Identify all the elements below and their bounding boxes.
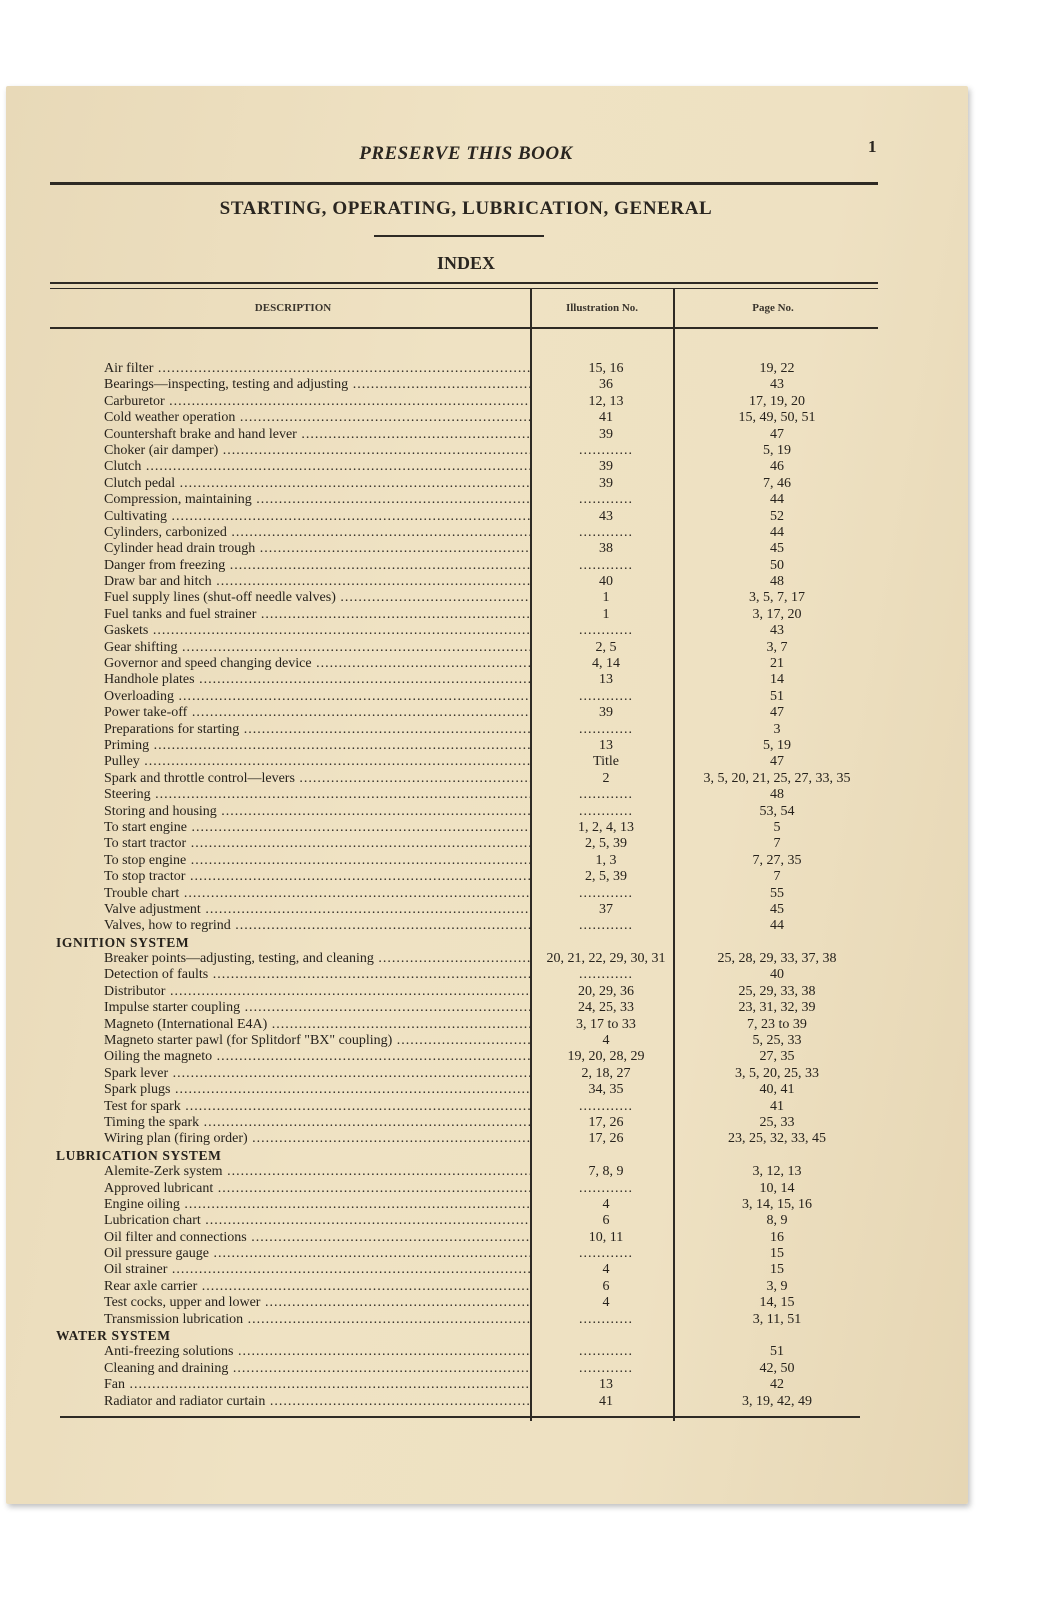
entry-description: Cultivating ..... (56, 509, 530, 525)
entry-description: Spark plugs ..... (56, 1082, 530, 1098)
page-number-cell: 23, 25, 32, 33, 45 (728, 1131, 826, 1147)
illustration-empty-marker: ............ (579, 721, 633, 737)
section-heading-row (56, 1148, 886, 1164)
illustration-number: 7, 8, 9 (588, 1164, 624, 1180)
table-row (56, 410, 886, 426)
entry-description: Transmission lubrication ..... (56, 1312, 530, 1328)
table-row (56, 771, 886, 787)
table-row (56, 836, 886, 852)
illustration-empty-marker: ............ (579, 967, 633, 983)
table-row (56, 427, 886, 443)
entry-description: Power take-off ..... (56, 705, 530, 721)
illustration-number: 3, 17 to 33 (576, 1016, 636, 1032)
illustration-number: 39 (599, 475, 613, 491)
entry-description: Rear axle carrier ..... (56, 1279, 530, 1295)
index-table (56, 361, 886, 1410)
illustration-empty-marker: ............ (579, 1360, 633, 1376)
entry-description: Magneto (International E4A) ..... (56, 1017, 530, 1033)
illustration-number: 38 (599, 541, 613, 557)
page-number-cell: 46 (770, 459, 784, 475)
page-number-cell: 3, 14, 15, 16 (742, 1196, 812, 1212)
header-rule (50, 182, 878, 185)
table-row (56, 1394, 886, 1410)
page-number-cell: 17, 19, 20 (749, 393, 805, 409)
entry-description: Clutch pedal ..... (56, 476, 530, 492)
page-number-cell: 43 (770, 623, 784, 639)
table-row (56, 476, 886, 492)
table-row (56, 558, 886, 574)
entry-description: Fan ..... (56, 1377, 530, 1393)
page-number-cell: 7, 23 to 39 (747, 1016, 807, 1032)
illustration-empty-marker: ............ (579, 442, 633, 458)
illustration-empty-marker: ............ (579, 492, 633, 508)
table-row (56, 1049, 886, 1065)
illustration-number: 13 (599, 737, 613, 753)
page-number-cell: 55 (770, 885, 784, 901)
entry-description: Wiring plan (firing order) ..... (56, 1131, 530, 1147)
page-number-cell: 41 (770, 1098, 784, 1114)
table-row (56, 1033, 886, 1049)
illustration-number: 37 (599, 901, 613, 917)
page-number-cell: 25, 29, 33, 38 (738, 983, 816, 999)
entry-description: Draw bar and hitch ..... (56, 574, 530, 590)
page-number-cell: 3, 17, 20 (752, 606, 802, 622)
column-header-page: Page No. (752, 302, 794, 314)
illustration-empty-marker: ............ (579, 688, 633, 704)
table-row (56, 1312, 886, 1328)
page-number-cell: 3, 19, 42, 49 (742, 1393, 812, 1409)
page-number-cell: 16 (770, 1229, 784, 1245)
entry-description: Detection of faults ..... (56, 967, 530, 983)
running-header: PRESERVE THIS BOOK (359, 143, 573, 164)
entry-description: Impulse starter coupling ..... (56, 1000, 530, 1016)
section-heading: LUBRICATION SYSTEM (56, 1147, 222, 1163)
table-row (56, 1197, 886, 1213)
page-number-cell: 45 (770, 541, 784, 557)
main-title: STARTING, OPERATING, LUBRICATION, GENERAL (219, 198, 713, 219)
entry-description: Pulley ..... (56, 754, 530, 770)
table-row (56, 705, 886, 721)
illustration-empty-marker: ............ (579, 1344, 633, 1360)
table-row (56, 804, 886, 820)
illustration-number: 1 (602, 590, 610, 606)
page-number-cell: 5 (773, 819, 781, 835)
page-number-cell: 47 (770, 705, 784, 721)
illustration-number: 1 (602, 606, 610, 622)
entry-description: Handhole plates ..... (56, 672, 530, 688)
table-row (56, 1181, 886, 1197)
entry-description: Spark and throttle control—levers ..... (56, 771, 530, 787)
illustration-number: 39 (599, 459, 613, 475)
page-number: 1 (868, 137, 877, 156)
table-row (56, 1099, 886, 1115)
entry-description: Trouble chart ..... (56, 886, 530, 902)
entry-description: Danger from freezing ..... (56, 558, 530, 574)
entry-description: To start tractor ..... (56, 836, 530, 852)
entry-description: Overloading ..... (56, 689, 530, 705)
table-row (56, 951, 886, 967)
page-number-cell: 14 (770, 672, 784, 688)
table-row (56, 361, 886, 377)
entry-description: Valves, how to regrind ..... (56, 918, 530, 934)
page-number-cell: 43 (770, 377, 784, 393)
entry-description: Cold weather operation ..... (56, 410, 530, 426)
table-row (56, 1377, 886, 1393)
illustration-number: 4 (602, 1295, 610, 1311)
page-number-cell: 50 (770, 557, 784, 573)
index-title: INDEX (436, 253, 495, 273)
illustration-number: 10, 11 (588, 1229, 624, 1245)
column-header-illustration: Illustration No. (565, 302, 639, 314)
illustration-number: 19, 20, 28, 29 (567, 1049, 645, 1065)
table-row (56, 672, 886, 688)
entry-description: Choker (air damper) ..... (56, 443, 530, 459)
page-number-cell: 5, 19 (763, 737, 791, 753)
table-row (56, 394, 886, 410)
entry-description: Carburetor ..... (56, 394, 530, 410)
page-number-cell: 3, 7 (766, 639, 788, 655)
page-number-cell: 14, 15 (759, 1295, 795, 1311)
illustration-empty-marker: ............ (579, 524, 633, 540)
table-row (56, 1295, 886, 1311)
illustration-number: 1, 2, 4, 13 (578, 819, 634, 835)
page-number-cell: 44 (770, 918, 784, 934)
page-number-cell: 5, 19 (763, 442, 791, 458)
illustration-empty-marker: ............ (579, 918, 633, 934)
page-number-cell: 15 (770, 1246, 784, 1262)
table-row (56, 1115, 886, 1131)
page-number-cell: 47 (770, 754, 784, 770)
entry-description: Compression, maintaining ..... (56, 492, 530, 508)
illustration-number: 2, 5, 39 (585, 869, 627, 885)
illustration-empty-marker: ............ (579, 557, 633, 573)
illustration-number: 2, 18, 27 (581, 1065, 631, 1081)
page-number-cell: 15 (770, 1262, 784, 1278)
entry-description: Storing and housing ..... (56, 804, 530, 820)
table-row (56, 656, 886, 672)
page-number-cell: 19, 22 (759, 361, 795, 376)
table-row (56, 1066, 886, 1082)
page-number-cell: 23, 31, 32, 39 (738, 1000, 816, 1016)
entry-description: Oiling the magneto ..... (56, 1049, 530, 1065)
entry-description: Priming ..... (56, 738, 530, 754)
illustration-number: Title (593, 754, 619, 770)
illustration-number: 40 (599, 574, 613, 590)
entry-description: Alemite-Zerk system ..... (56, 1164, 530, 1180)
table-row (56, 869, 886, 885)
page-number-cell: 40, 41 (759, 1082, 795, 1098)
table-row (56, 1246, 886, 1262)
illustration-number: 1, 3 (595, 852, 617, 868)
section-heading: WATER SYSTEM (56, 1328, 171, 1344)
table-row (56, 509, 886, 525)
entry-description: Oil pressure gauge ..... (56, 1246, 530, 1262)
page-number-cell: 15, 49, 50, 51 (738, 410, 816, 426)
entry-description: Oil strainer ..... (56, 1262, 530, 1278)
entry-description: Preparations for starting ..... (56, 722, 530, 738)
page-number-cell: 44 (770, 524, 784, 540)
entry-description: To stop engine ..... (56, 853, 530, 869)
page-number-cell: 42, 50 (759, 1360, 795, 1376)
illustration-number: 17, 26 (588, 1131, 624, 1147)
table-row (56, 377, 886, 393)
section-heading-row (56, 935, 886, 951)
entry-description: Bearings—inspecting, testing and adjusting ..... (56, 377, 530, 393)
illustration-number: 12, 13 (588, 393, 624, 409)
illustration-number: 20, 21, 22, 29, 30, 31 (546, 951, 666, 967)
table-row (56, 574, 886, 590)
illustration-number: 39 (599, 705, 613, 721)
table-row (56, 459, 886, 475)
page-number-cell: 5, 25, 33 (752, 1033, 802, 1049)
page-number-cell: 3, 12, 13 (752, 1164, 802, 1180)
illustration-number: 39 (599, 426, 613, 442)
entry-description: Gaskets ..... (56, 623, 530, 639)
table-row (56, 525, 886, 541)
table-row (56, 443, 886, 459)
page-number-cell: 7, 46 (763, 475, 791, 491)
page-number-cell: 44 (770, 492, 784, 508)
page-number-cell: 3, 9 (766, 1278, 788, 1294)
table-row (56, 820, 886, 836)
table-row (56, 607, 886, 623)
table-row (56, 853, 886, 869)
illustration-number: 2 (602, 770, 610, 786)
entry-description: Engine oiling ..... (56, 1197, 530, 1213)
entry-description: Lubrication chart ..... (56, 1213, 530, 1229)
table-row (56, 1361, 886, 1377)
page-number-cell: 10, 14 (759, 1180, 795, 1196)
entry-description: Fuel supply lines (shut-off needle valves) ..... (56, 590, 530, 606)
table-row (56, 1344, 886, 1360)
illustration-number: 4 (602, 1262, 610, 1278)
table-row (56, 1230, 886, 1246)
illustration-number: 41 (599, 410, 613, 426)
table-row (56, 623, 886, 639)
illustration-number: 43 (599, 508, 613, 524)
table-row (56, 918, 886, 934)
entry-description: Test cocks, upper and lower ..... (56, 1295, 530, 1311)
illustration-empty-marker: ............ (579, 623, 633, 639)
page-number-cell: 21 (770, 656, 784, 672)
table-row (56, 1082, 886, 1098)
entry-description: To stop tractor ..... (56, 869, 530, 885)
page-number-cell: 3, 5, 20, 25, 33 (735, 1065, 819, 1081)
table-row (56, 1213, 886, 1229)
illustration-number: 20, 29, 36 (578, 983, 634, 999)
entry-description: Clutch ..... (56, 459, 530, 475)
illustration-empty-marker: ............ (579, 885, 633, 901)
entry-description: Anti-freezing solutions ..... (56, 1344, 530, 1360)
illustration-number: 15, 16 (588, 361, 624, 376)
illustration-empty-marker: ............ (579, 1098, 633, 1114)
page-number-cell: 8, 9 (766, 1213, 788, 1229)
entry-description: Cylinders, carbonized ..... (56, 525, 530, 541)
table-row (56, 1164, 886, 1180)
book-page (6, 86, 968, 1504)
entry-description: Cylinder head drain trough ..... (56, 541, 530, 557)
entry-description: Steering ..... (56, 787, 530, 803)
illustration-number: 24, 25, 33 (578, 1000, 634, 1016)
illustration-number: 2, 5, 39 (585, 836, 627, 852)
entry-description: Spark lever ..... (56, 1066, 530, 1082)
table-row (56, 902, 886, 918)
table-row (56, 1279, 886, 1295)
illustration-number: 4 (602, 1196, 610, 1212)
page-number-cell: 42 (770, 1377, 784, 1393)
section-heading: IGNITION SYSTEM (56, 934, 190, 950)
illustration-empty-marker: ............ (579, 1311, 633, 1327)
entry-description: To start engine ..... (56, 820, 530, 836)
illustration-number: 6 (602, 1213, 610, 1229)
entry-description: Magneto starter pawl (for Splitdorf "BX" coupling) ..... (56, 1033, 530, 1049)
table-row (56, 640, 886, 656)
table-row (56, 984, 886, 1000)
table-row (56, 787, 886, 803)
page-number-cell: 53, 54 (759, 803, 795, 819)
table-top-rule (50, 282, 878, 284)
page-number-cell: 48 (770, 574, 784, 590)
page-number-cell: 51 (770, 1344, 784, 1360)
table-row (56, 722, 886, 738)
page-number-cell: 3, 11, 51 (752, 1311, 802, 1327)
table-row (56, 541, 886, 557)
entry-description: Breaker points—adjusting, testing, and cleaning ..... (56, 951, 530, 967)
table-row (56, 1017, 886, 1033)
entry-description: Test for spark ..... (56, 1099, 530, 1115)
table-row (56, 1000, 886, 1016)
page-number-cell: 48 (770, 787, 784, 803)
table-row (56, 886, 886, 902)
page-number-cell: 7 (773, 869, 781, 885)
illustration-number: 13 (599, 1377, 613, 1393)
table-row (56, 590, 886, 606)
table-row (56, 754, 886, 770)
page-number-cell: 45 (770, 901, 784, 917)
entry-description: Distributor ..... (56, 984, 530, 1000)
header-divider-rule (50, 327, 878, 329)
illustration-number: 34, 35 (588, 1082, 624, 1098)
illustration-number: 6 (602, 1278, 610, 1294)
illustration-number: 4, 14 (592, 656, 620, 672)
page-number-cell: 51 (770, 688, 784, 704)
page-number-cell: 7 (773, 836, 781, 852)
table-row (56, 492, 886, 508)
entry-description: Valve adjustment ..... (56, 902, 530, 918)
illustration-empty-marker: ............ (579, 803, 633, 819)
entry-description: Cleaning and draining ..... (56, 1361, 530, 1377)
illustration-number: 36 (599, 377, 613, 393)
page-number-cell: 7, 27, 35 (752, 852, 802, 868)
page-number-cell: 3 (773, 721, 781, 737)
illustration-number: 17, 26 (588, 1114, 624, 1130)
entry-description: Air filter ..... (56, 361, 530, 377)
page-number-cell: 27, 35 (759, 1049, 795, 1065)
table-bottom-rule (60, 1416, 860, 1418)
table-row (56, 1262, 886, 1278)
section-heading-row (56, 1328, 886, 1344)
entry-description: Countershaft brake and hand lever ..... (56, 427, 530, 443)
illustration-number: 4 (602, 1033, 610, 1049)
illustration-empty-marker: ............ (579, 1180, 633, 1196)
page-number-cell: 47 (770, 426, 784, 442)
entry-description: Fuel tanks and fuel strainer ..... (56, 607, 530, 623)
title-underline (374, 235, 544, 237)
entry-description: Approved lubricant ..... (56, 1181, 530, 1197)
illustration-empty-marker: ............ (579, 787, 633, 803)
page-number-cell: 3, 5, 20, 21, 25, 27, 33, 35 (703, 770, 851, 786)
entry-description: Governor and speed changing device ..... (56, 656, 530, 672)
table-row (56, 738, 886, 754)
entry-description: Timing the spark ..... (56, 1115, 530, 1131)
illustration-empty-marker: ............ (579, 1246, 633, 1262)
illustration-number: 41 (599, 1393, 613, 1409)
page-number-cell: 25, 28, 29, 33, 37, 38 (717, 951, 837, 967)
table-top-rule-2 (50, 288, 878, 289)
page-number-cell: 52 (770, 508, 784, 524)
illustration-number: 13 (599, 672, 613, 688)
page-number-cell: 25, 33 (759, 1114, 795, 1130)
column-header-description: DESCRIPTION (254, 302, 332, 314)
entry-description: Gear shifting ..... (56, 640, 530, 656)
page-number-cell: 40 (770, 967, 784, 983)
entry-description: Oil filter and connections ..... (56, 1230, 530, 1246)
page-number-cell: 3, 5, 7, 17 (749, 590, 805, 606)
table-row (56, 967, 886, 983)
table-row (56, 689, 886, 705)
illustration-number: 2, 5 (595, 639, 617, 655)
table-row (56, 1131, 886, 1147)
entry-description: Radiator and radiator curtain ..... (56, 1394, 530, 1410)
